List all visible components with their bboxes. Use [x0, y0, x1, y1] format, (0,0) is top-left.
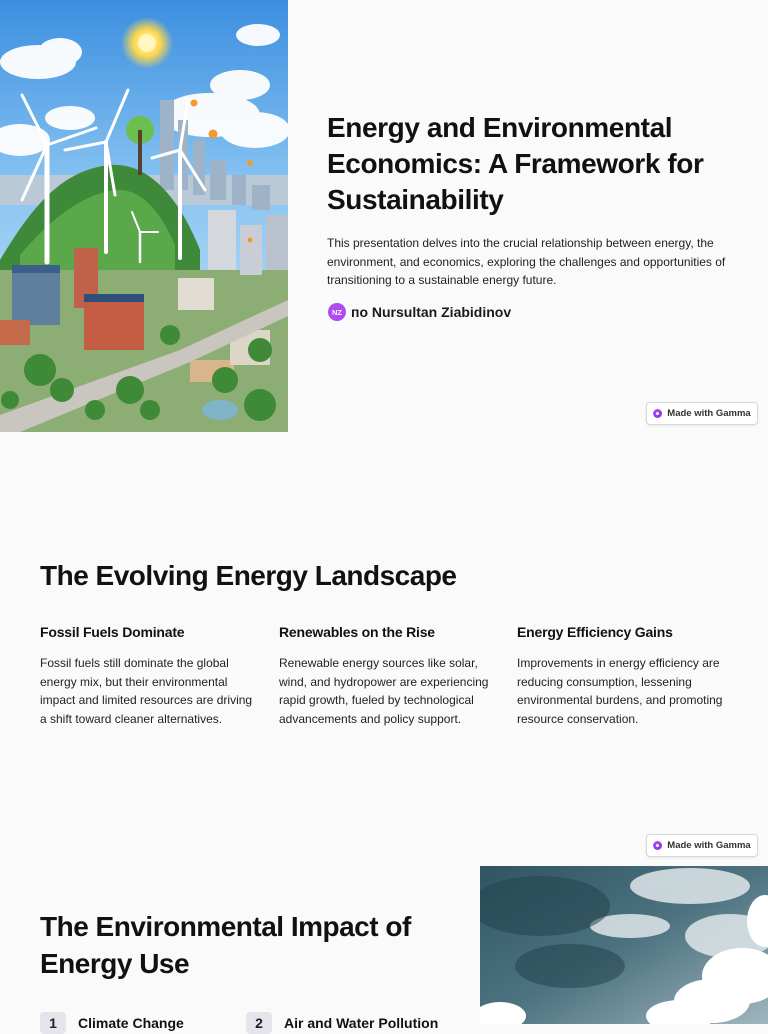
slide-heading: The Environmental Impact of Energy Use — [40, 911, 411, 979]
column-fossil-fuels — [40, 624, 255, 728]
slide-energy-landscape — [0, 432, 768, 866]
item-number: 2 — [246, 1012, 272, 1034]
cloudy-sky-illustration — [480, 866, 768, 1024]
slide-title — [0, 0, 768, 432]
column-text: Renewable energy sources like solar, wind, and hydropower are experiencing rapid growth, fueled by technological advancements and policy support. — [279, 656, 489, 726]
gamma-badge-label: Made with Gamma — [667, 408, 751, 419]
list-item-climate-change — [40, 1012, 184, 1034]
column-renewables — [279, 624, 494, 728]
column-heading: Fossil Fuels Dominate — [40, 624, 185, 640]
presentation-description: This presentation delves into the crucial relationship between energy, the environment, and economics, exploring the challenges and opportunities of transitioning to a sustainable energy future. — [327, 236, 726, 287]
author-name: по Nursultan Ziabidinov — [351, 304, 512, 320]
list-item-pollution — [246, 1012, 438, 1034]
gamma-badge-label: Made with Gamma — [667, 840, 751, 851]
column-heading: Energy Efficiency Gains — [517, 624, 673, 640]
author-byline[interactable] — [328, 303, 511, 321]
item-label: Climate Change — [78, 1015, 184, 1031]
item-number: 1 — [40, 1012, 66, 1034]
author-avatar: NZ — [328, 303, 346, 321]
column-text: Improvements in energy efficiency are reducing consumption, lessening environmental burdens, and promoting resource conservation. — [517, 656, 723, 726]
hero-city-image — [0, 0, 288, 432]
gamma-logo-icon — [653, 409, 662, 418]
column-efficiency — [517, 624, 732, 728]
presentation-title: Energy and Environmental Economics: A Framework for Sustainability — [327, 112, 704, 215]
column-heading: Renewables on the Rise — [279, 624, 435, 640]
item-label: Air and Water Pollution — [284, 1015, 439, 1031]
city-wind-turbines-illustration — [0, 0, 288, 432]
made-with-gamma-badge[interactable] — [646, 402, 758, 425]
slide-heading: The Evolving Energy Landscape — [40, 560, 457, 591]
made-with-gamma-badge[interactable] — [646, 834, 758, 857]
gamma-logo-icon — [653, 841, 662, 850]
cloudy-sky-image — [480, 866, 768, 1024]
slide-environmental-impact — [0, 866, 768, 1031]
column-text: Fossil fuels still dominate the global energy mix, but their environmental impact and limited resources are driving a shift toward cleaner alternatives. — [40, 656, 253, 726]
